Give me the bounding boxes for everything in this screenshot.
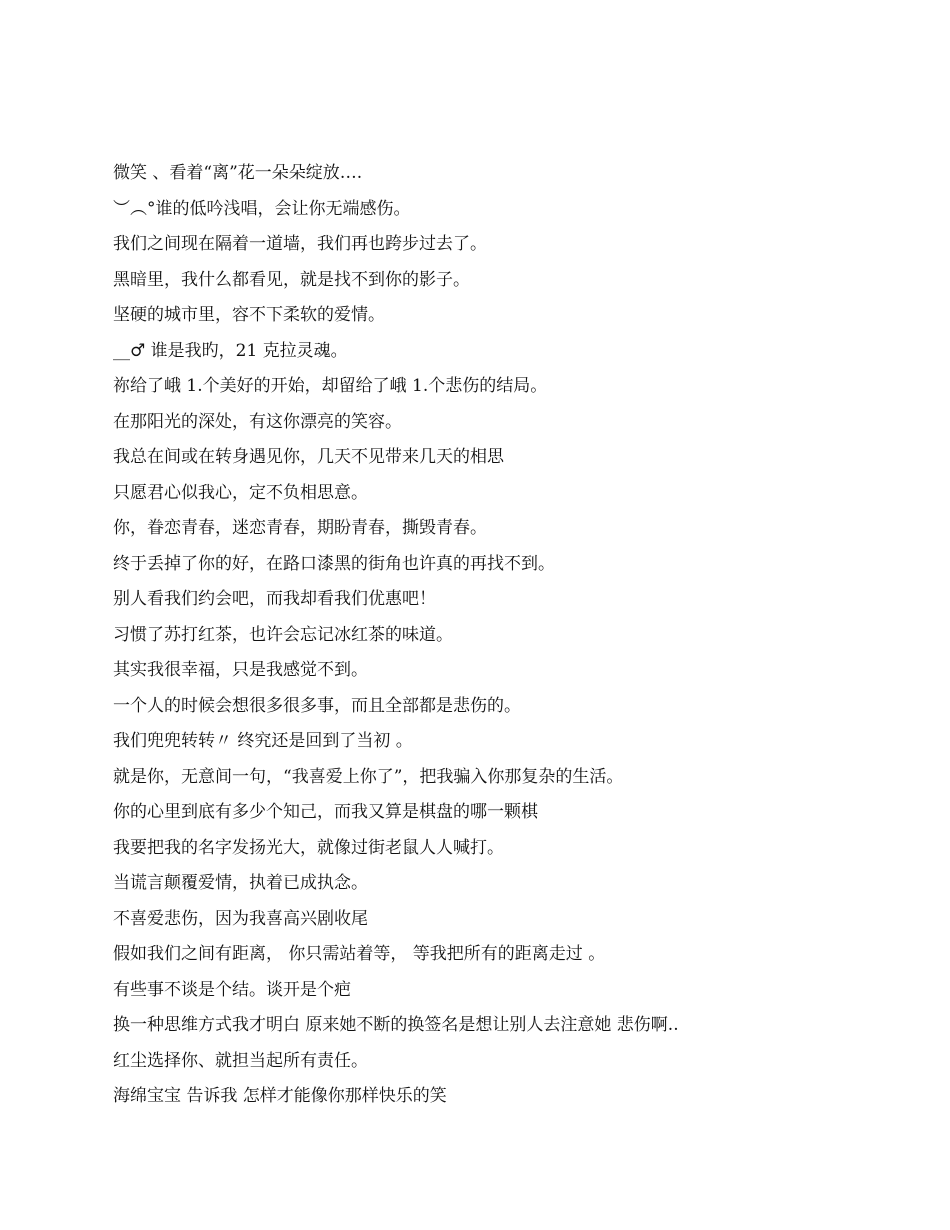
text-line-13: 别人看我们约会吧，而我却看我们优惠吧！	[113, 589, 436, 609]
text-line-26: 红尘选择你、就担当起所有责任。	[113, 1050, 368, 1071]
text-line-3: 我们之间现在隔着一道墙，我们再也跨步过去了。	[113, 234, 487, 254]
text-line-14: 习惯了苏打红茶，也许会忘记冰红茶的味道。	[113, 624, 453, 645]
text-line-25: 换一种思维方式我才明白 原来她不断的换签名是想让别人去注意她 悲伤啊..	[113, 1015, 679, 1035]
text-line-1: 微笑 、看着“离”花一朵朵绽放….	[113, 163, 363, 183]
text-line-18: 就是你，无意间一句，“我喜爱上你了”，把我骗入你那复杂的生活。	[113, 766, 624, 787]
text-body	[113, 160, 913, 1119]
text-line-22: 不喜爱悲伤，因为我喜高兴剧收尾	[113, 908, 368, 929]
text-line-9: 我总在间或在转身遇见你，几天不见带来几天的相思	[113, 447, 504, 467]
text-line-6: __♂ 谁是我旳，21 克拉灵魂。	[113, 340, 348, 361]
text-line-27: 海绵宝宝 告诉我 怎样才能像你那样快乐的笑	[113, 1086, 447, 1106]
text-line-4: 黑暗里，我什么都看见，就是找不到你的影子。	[113, 269, 470, 290]
text-line-21: 当谎言颠覆爱情，执着已成执念。	[113, 873, 368, 893]
text-line-17: 我们兜兜转转〃 终究还是回到了当初 。	[113, 731, 413, 751]
text-line-2: ︶︵°谁的低吟浅唱，会让你无端感伤。	[113, 198, 411, 219]
text-line-20: 我要把我的名字发扬光大，就像过街老鼠人人喊打。	[113, 837, 504, 858]
text-line-11: 你，眷恋青春，迷恋青春，期盼青春，撕毁青春。	[113, 518, 487, 538]
text-line-7: 祢给了峨 1.个美好的开始，却留给了峨 1.个悲伤的结局。	[113, 376, 548, 396]
text-line-10: 只愿君心似我心，定不负相思意。	[113, 482, 368, 503]
text-line-16: 一个人的时候会想很多很多事，而且全部都是悲伤的。	[113, 695, 521, 716]
text-line-24: 有些事不谈是个结。谈开是个疤	[113, 979, 351, 1000]
text-line-8: 在那阳光的深处，有这你漂亮的笑容。	[113, 411, 402, 432]
text-line-23: 假如我们之间有距离， 你只需站着等， 等我把所有的距离走过 。	[113, 944, 606, 964]
text-line-5: 坚硬的城市里，容不下柔软的爱情。	[113, 305, 385, 325]
text-line-12: 终于丢掉了你的好，在路口漆黑的街角也许真的再找不到。	[113, 553, 555, 574]
text-line-15: 其实我很幸福，只是我感觉不到。	[113, 660, 368, 680]
text-line-19: 你的心里到底有多少个知己，而我又算是棋盘的哪一颗棋	[113, 802, 538, 822]
